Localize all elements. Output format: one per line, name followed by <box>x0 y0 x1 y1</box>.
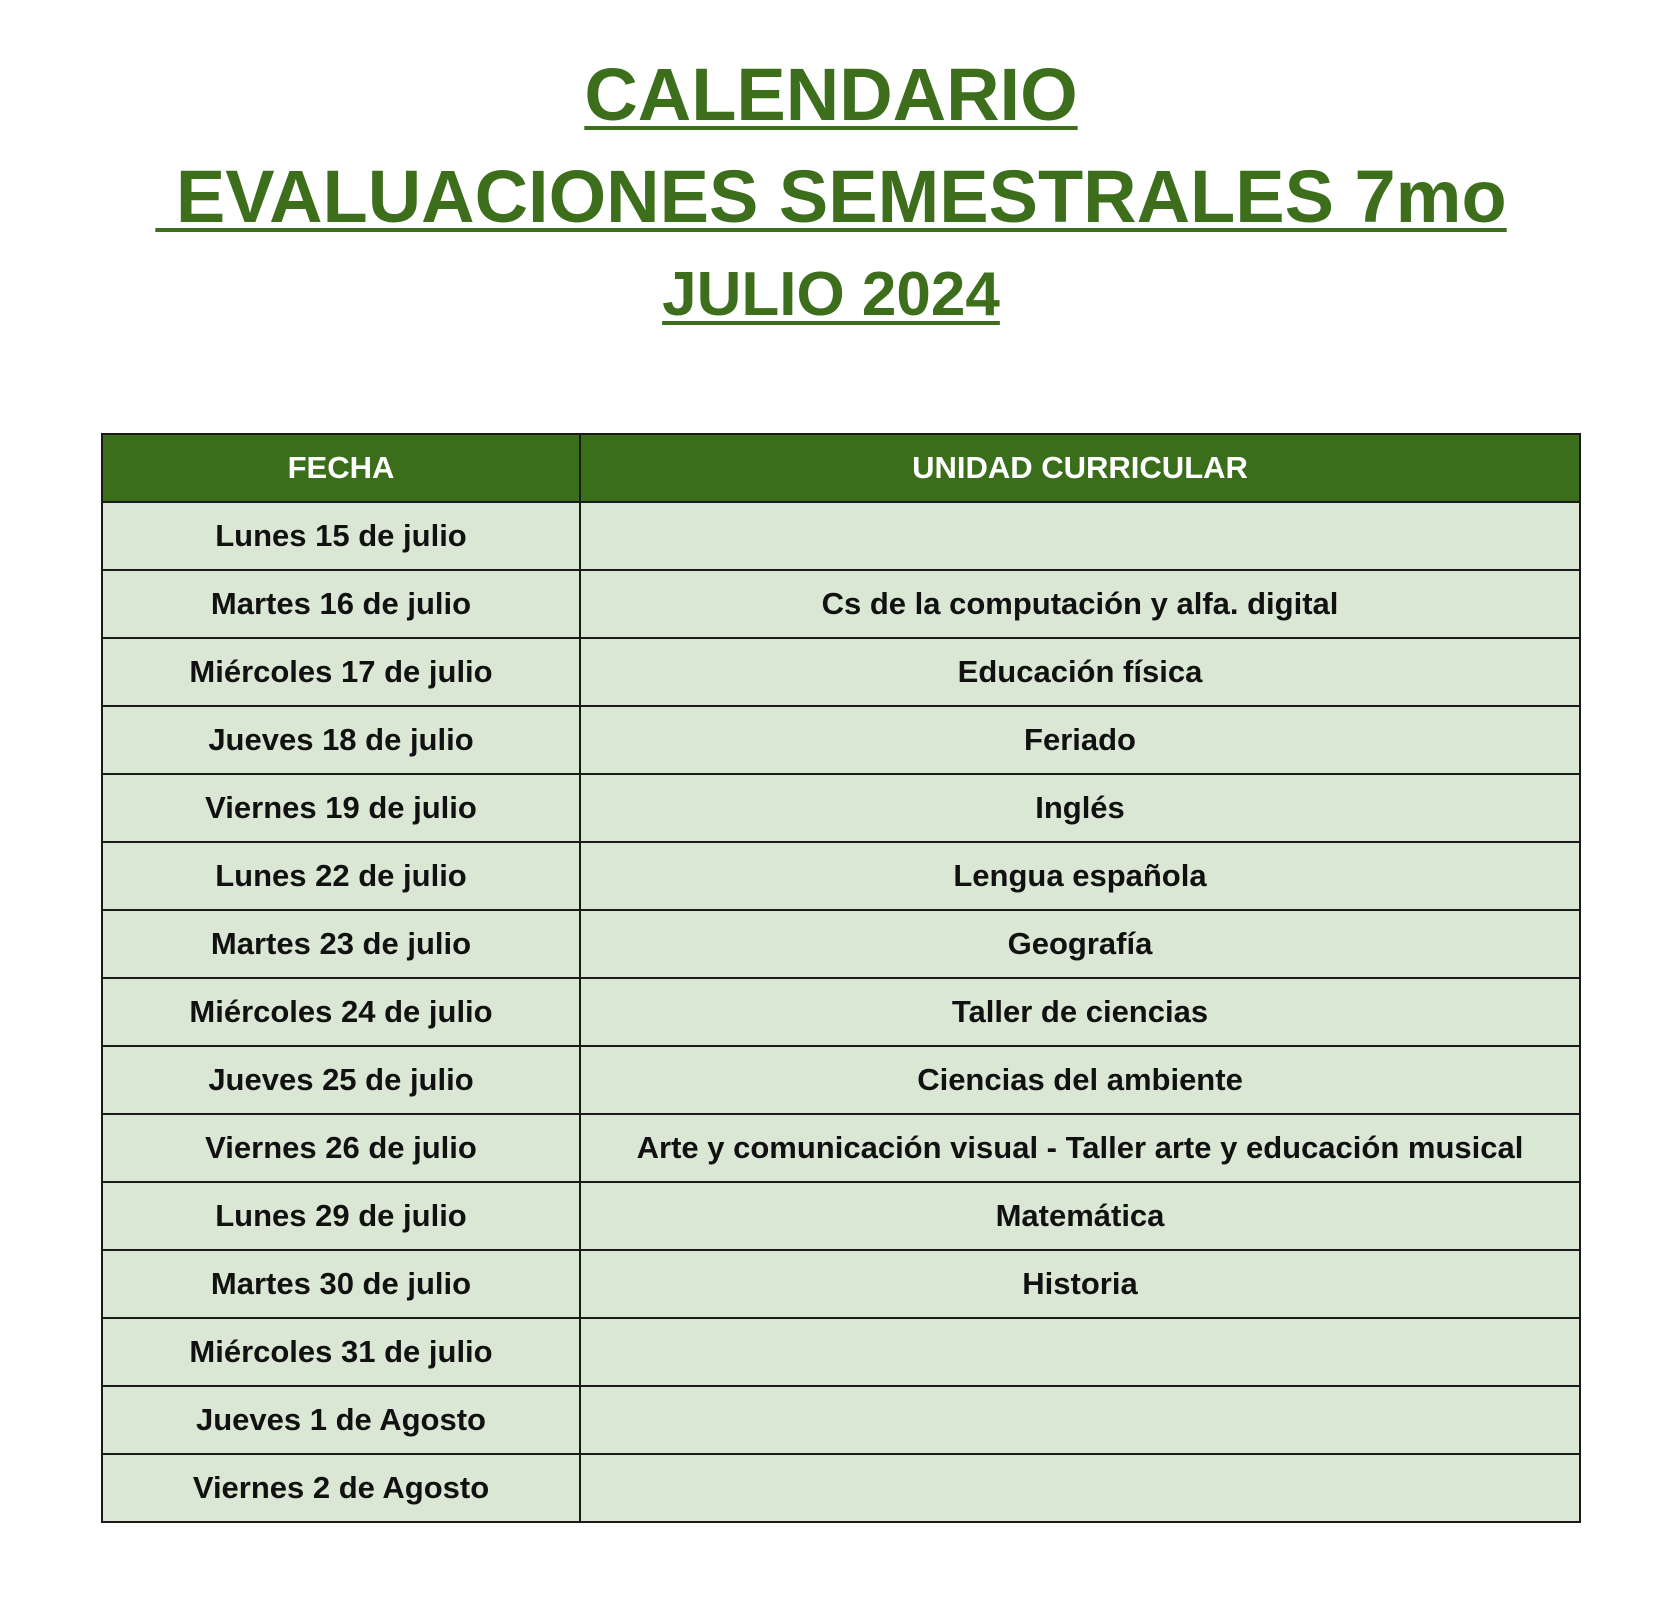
unit-cell: Matemática <box>580 1182 1580 1250</box>
date-cell: Miércoles 17 de julio <box>102 638 580 706</box>
table-row <box>102 1182 1580 1250</box>
unit-cell: Ciencias del ambiente <box>580 1046 1580 1114</box>
table-row <box>102 910 1580 978</box>
date-cell: Miércoles 31 de julio <box>102 1318 580 1386</box>
table-row <box>102 1318 1580 1386</box>
title-month: JULIO 2024 <box>662 260 1000 329</box>
date-cell: Jueves 25 de julio <box>102 1046 580 1114</box>
schedule-body <box>102 502 1580 1522</box>
unit-cell: Geografía <box>580 910 1580 978</box>
table-row <box>102 638 1580 706</box>
title-evaluaciones: EVALUACIONES SEMESTRALES 7mo <box>155 155 1507 238</box>
unit-cell <box>580 1454 1580 1522</box>
date-cell: Martes 16 de julio <box>102 570 580 638</box>
table-row <box>102 1386 1580 1454</box>
date-cell: Lunes 15 de julio <box>102 502 580 570</box>
table-row <box>102 1250 1580 1318</box>
date-cell: Lunes 22 de julio <box>102 842 580 910</box>
table-row <box>102 706 1580 774</box>
unit-cell: Historia <box>580 1250 1580 1318</box>
header-date: FECHA <box>102 434 580 502</box>
date-cell: Viernes 26 de julio <box>102 1114 580 1182</box>
date-cell: Jueves 1 de Agosto <box>102 1386 580 1454</box>
unit-cell: Inglés <box>580 774 1580 842</box>
schedule-table <box>101 433 1581 1523</box>
table-row <box>102 842 1580 910</box>
unit-cell <box>580 1386 1580 1454</box>
date-cell: Viernes 19 de julio <box>102 774 580 842</box>
date-cell: Lunes 29 de julio <box>102 1182 580 1250</box>
unit-cell: Cs de la computación y alfa. digital <box>580 570 1580 638</box>
unit-cell <box>580 502 1580 570</box>
date-cell: Jueves 18 de julio <box>102 706 580 774</box>
table-row <box>102 1046 1580 1114</box>
table-row <box>102 1114 1580 1182</box>
unit-cell: Educación física <box>580 638 1580 706</box>
unit-cell: Feriado <box>580 706 1580 774</box>
header-row <box>102 434 1580 502</box>
table-row <box>102 570 1580 638</box>
table-row <box>102 502 1580 570</box>
unit-cell: Arte y comunicación visual - Taller arte y educación musical <box>580 1114 1580 1182</box>
date-cell: Martes 23 de julio <box>102 910 580 978</box>
unit-cell: Taller de ciencias <box>580 978 1580 1046</box>
title-calendario: CALENDARIO <box>584 53 1078 136</box>
table-row <box>102 1454 1580 1522</box>
table-row <box>102 978 1580 1046</box>
unit-cell <box>580 1318 1580 1386</box>
unit-cell: Lengua española <box>580 842 1580 910</box>
date-cell: Miércoles 24 de julio <box>102 978 580 1046</box>
date-cell: Martes 30 de julio <box>102 1250 580 1318</box>
header-unit: UNIDAD CURRICULAR <box>580 434 1580 502</box>
table-row <box>102 774 1580 842</box>
date-cell: Viernes 2 de Agosto <box>102 1454 580 1522</box>
